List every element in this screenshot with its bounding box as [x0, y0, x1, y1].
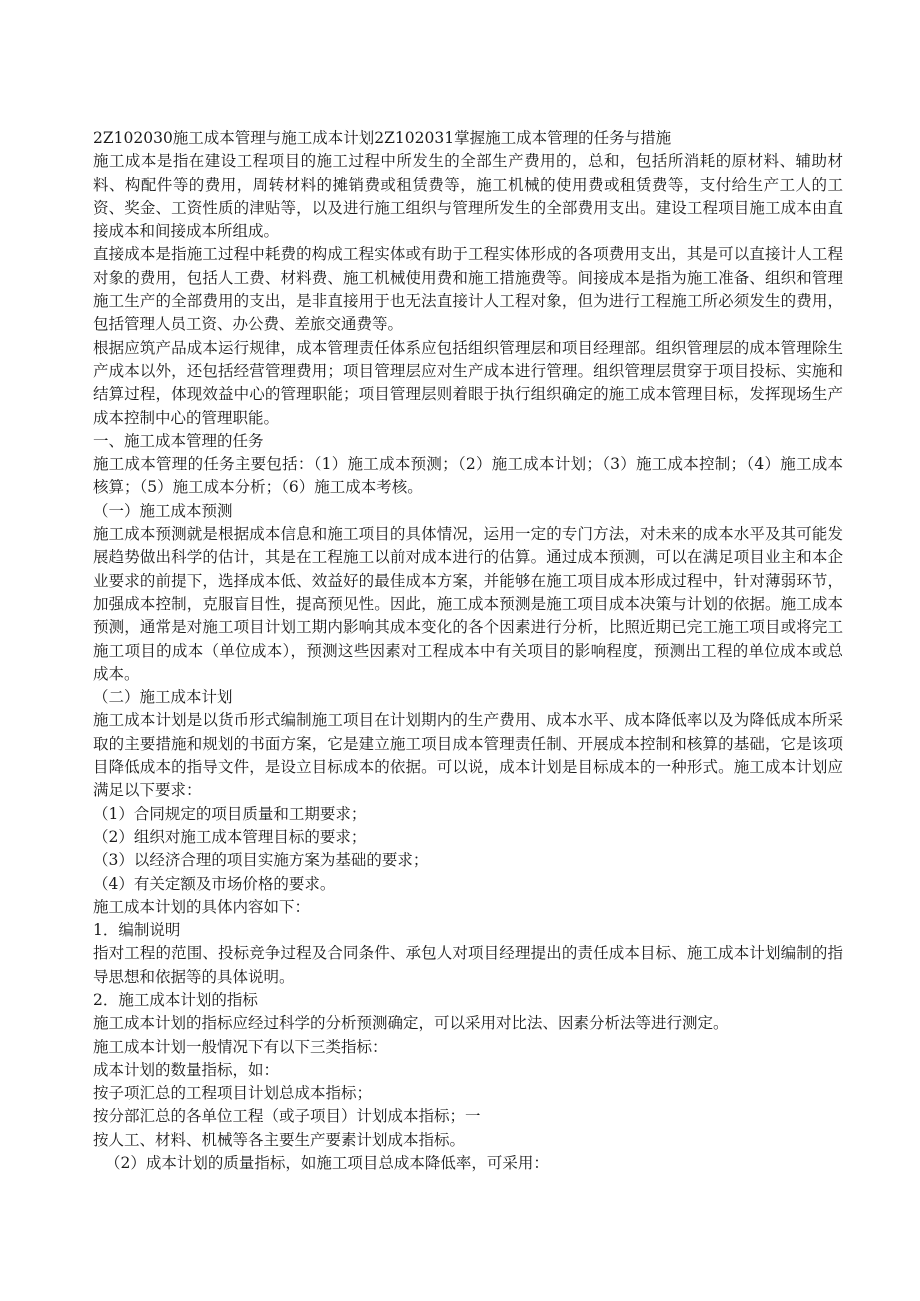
paragraph: 直接成本是指施工过程中耗费的构成工程实体或有助于工程实体形成的各项费用支出，其是可以直接计人工程对象的费用，包括人工费、材料费、施工机械使用费和施工措施费等。间接成本是指为施工准备、组织和管理施工生产的全部费用的支出，是非直接用于也无法直接计人工程对象，但为进行工程施工所必须发生的费用，包括管理人员工资、办公费、差旅交通费等。	[93, 245, 843, 334]
paragraph: 施工成本计划是以货币形式编制施工项目在计划期内的生产费用、成本水平、成本降低率以及为降低成本所采取的主要措施和规划的书面方案，它是建立施工项目成本管理责任制、开展成本控制和核算的基础，它是该项目降低成本的指导文件，是设立目标成本的依据。可以说，成本计划是目标成本的一种形式。施工成本计划应满足以下要求：	[93, 711, 843, 800]
paragraph: 施工成本是指在建设工程项目的施工过程中所发生的全部生产费用的，总和，包括所消耗的原材料、辅助材料、构配件等的费用，周转材料的摊销费或租赁费等，施工机械的使用费或租赁费等，支付给生产工人的工资、奖金、工资性质的津贴等，以及进行施工组织与管理所发生的全部费用支出。建设工程项目施工成本由直接成本和间接成本所组成。	[93, 152, 843, 241]
list-item: 按子项汇总的工程项目计划总成本指标；	[93, 1084, 373, 1103]
document-title: 2Z102030施工成本管理与施工成本计划2Z102031掌握施工成本管理的任务与措施	[93, 129, 672, 147]
paragraph: 施工成本预测就是根据成本信息和施工项目的具体情况，运用一定的专门方法，对未来的成本水平及其可能发展趋势做出科学的估计，其是在工程施工以前对成本进行的估算。通过成本预测，可以在满足项目业主和本企业要求的前提下，选择成本低、效益好的最佳成本方案，并能够在施工项目成本形成过程中，针对薄弱环节，加强成本控制，克服盲目性，提高预见性。因此，施工成本预测是施工项目成本决策与计划的依据。施工成本预测，通常是对施工项目计划工期内影响其成本变化的各个因素进行分析，比照近期已完工施工项目或将完工施工项目的成本（单位成本），预测这些因素对工程成本中有关项目的影响程度，预测出工程的单位成本或总成本。	[93, 525, 843, 683]
subsection-heading: （一）施工成本预测	[93, 501, 233, 520]
list-item: （4）有关定额及市场价格的要求。	[93, 874, 336, 893]
paragraph: 施工成本计划的指标应经过科学的分析预测确定，可以采用对比法、因素分析法等进行测定。	[93, 1014, 729, 1033]
subsection-heading: （二）施工成本计划	[93, 688, 233, 707]
section-heading: 一、施工成本管理的任务	[93, 431, 264, 450]
numbered-heading: 2．施工成本计划的指标	[93, 990, 258, 1009]
paragraph: 根据应筑产品成本运行规律，成本管理责任体系应包括组织管理层和项目经理部。组织管理层的成本管理除生产成本以外，还包括经营管理费用；项目管理层应对生产成本进行管理。组织管理层贯穿于项目投标、实施和结算过程，体现效益中心的管理职能；项目管理层则着眼于执行组织确定的施工成本管理目标，发挥现场生产成本控制中心的管理职能。	[93, 338, 843, 427]
list-item: （1）合同规定的项目质量和工期要求；	[93, 804, 367, 823]
list-item: 按人工、材料、机械等各主要生产要素计划成本指标。	[93, 1130, 466, 1149]
list-item: 按分部汇总的各单位工程（或子项目）计划成本指标；一	[93, 1107, 481, 1126]
list-item: （2）成本计划的质量指标，如施工项目总成本降低率，可采用：	[105, 1154, 549, 1173]
paragraph: 施工成本计划的具体内容如下：	[93, 897, 311, 916]
paragraph: 成本计划的数量指标，如：	[93, 1060, 280, 1079]
document-page	[93, 127, 843, 1175]
list-item: （2）组织对施工成本管理目标的要求；	[93, 827, 367, 846]
paragraph: 指对工程的范围、投标竞争过程及合同条件、承包人对项目经理提出的责任成本目标、施工成本计划编制的指导思想和依据等的具体说明。	[93, 944, 843, 986]
paragraph: 施工成本管理的任务主要包括：（1）施工成本预测；（2）施工成本计划；（3）施工成本控制；（4）施工成本核算；（5）施工成本分析；（6）施工成本考核。	[93, 455, 843, 497]
numbered-heading: 1．编制说明	[93, 921, 181, 940]
list-item: （3）以经济合理的项目实施方案为基础的要求；	[93, 851, 429, 870]
paragraph: 施工成本计划一般情况下有以下三类指标：	[93, 1037, 388, 1056]
